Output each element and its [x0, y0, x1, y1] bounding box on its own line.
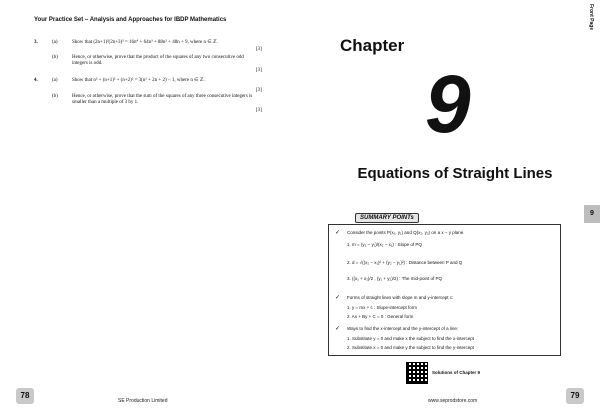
question-4	[34, 78, 274, 118]
summary-item: 2. d = √((x₂ − x₁)² + (y₂ − y₁)²) : Distance between P and Q	[347, 260, 463, 265]
question-text: Show that n² + (n+1)² + (n+2)² = 3(n² + 2n + 2) − 1, where n ∈ ℤ.	[72, 78, 205, 83]
question-number: 3.	[34, 40, 38, 45]
footer-publisher: SE Production Limited	[118, 398, 168, 404]
question-3	[34, 40, 274, 80]
marks: [3]	[256, 108, 262, 113]
part-label: (a)	[52, 78, 58, 83]
summary-item: 2. Ax + By + C = 0 : General form	[347, 314, 414, 319]
page-header: Your Practice Set – Analysis and Approaches for IBDP Mathematics	[34, 17, 227, 23]
check-icon: ✓	[335, 230, 341, 236]
summary-item: 1. Substitute y = 0 and make x the subject to find the x-intercept	[347, 336, 474, 341]
summary-intro: Consider the points P(x₁, y₁) and Q(x₂, y₂) on a x − y plane.	[347, 230, 465, 235]
summary-forms-intro: Forms of straight lines with slope m and y-intercept c:	[347, 295, 454, 300]
part-label: (b)	[52, 94, 58, 99]
footer-website[interactable]: www.seprodstore.com	[428, 398, 478, 404]
question-number: 4.	[34, 78, 38, 83]
front-page-label: Front Page	[588, 4, 594, 31]
page-number: 79	[566, 388, 584, 404]
page-number: 78	[16, 388, 34, 404]
qr-caption: Solutions of Chapter 9	[432, 370, 481, 375]
part-label: (b)	[52, 55, 58, 60]
summary-item: 1. m = (y₂ − y₁)/(x₂ − x₁) : Slope of PQ	[347, 242, 422, 247]
summary-box	[328, 224, 561, 356]
marks: [3]	[256, 88, 262, 93]
question-text: Hence, or otherwise, prove that the product of the squares of any two consecutive odd integers is odd.	[72, 55, 244, 66]
check-icon: ✓	[335, 326, 341, 332]
qr-code-icon[interactable]	[406, 362, 428, 384]
question-text: Hence, or otherwise, prove that the sum of the squares of any three consecutive integers is smaller than a multiple of 3 by 1.	[72, 94, 253, 105]
chapter-side-tab: 9	[584, 205, 600, 223]
marks: [3]	[256, 47, 262, 52]
summary-label: SUMMARY POINTs	[355, 213, 419, 223]
part-label: (a)	[52, 40, 58, 45]
chapter-label: Chapter	[340, 36, 405, 55]
question-text: Show that (2n+1)²(2n+3)² = 16n⁴ + 64n³ + 88n² + 48n + 9, where n ∈ ℤ.	[72, 40, 218, 45]
marks: [3]	[256, 68, 262, 73]
chapter-number: 9	[425, 59, 471, 150]
check-icon: ✓	[335, 295, 341, 301]
right-page	[300, 0, 600, 420]
summary-item: 2. Substitute x = 0 and make y the subject to find the y-intercept	[347, 345, 474, 350]
summary-ways-intro: Ways to find the x-intercept and the y-intercept of a line:	[347, 326, 459, 331]
summary-item: 1. y = mx + c : Slope-intercept form	[347, 305, 418, 310]
chapter-title: Equations of Straight Lines	[357, 165, 553, 182]
summary-item: 3. ((x₁ + x₂)/2 , (y₁ + y₂)/2) : The mid-point of PQ	[347, 276, 442, 281]
